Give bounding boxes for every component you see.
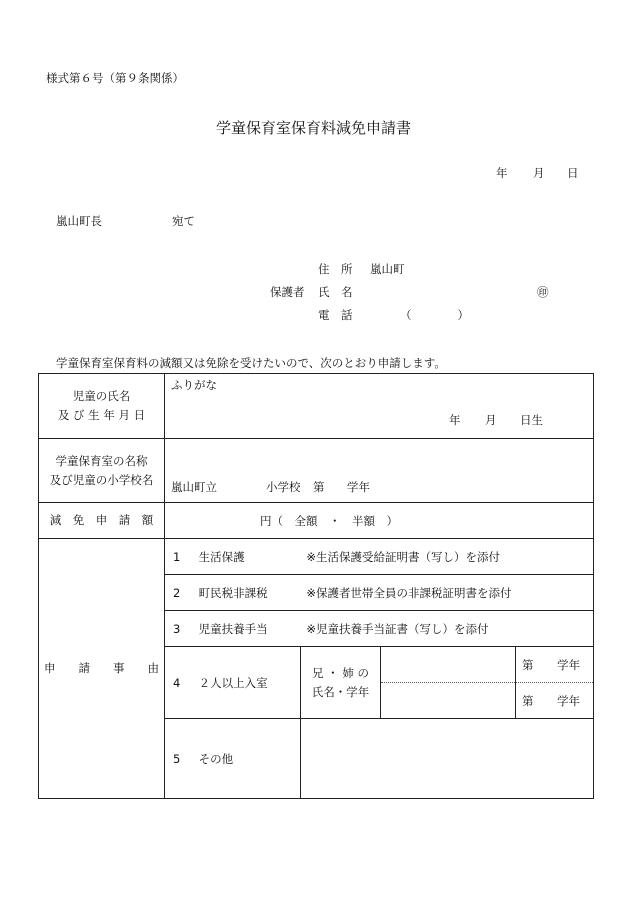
amount-cell[interactable] — [165, 503, 594, 539]
sibling-label — [301, 647, 381, 719]
reason-4-name: ２人以上入室 — [198, 675, 268, 690]
page-title: 学童保育室保育料減免申請書 — [216, 119, 412, 137]
sibling-label-line1: 兄 ・ 姉 の — [312, 665, 369, 680]
guardian-label: 保護者 — [270, 285, 305, 299]
reason-1-name: 生活保護 — [198, 549, 245, 564]
child-row — [39, 374, 594, 439]
sibling-grade-2-prefix: 第 — [522, 693, 534, 708]
phone-paren: （ ） — [400, 308, 469, 322]
reason-label: 申 請 事 由 — [39, 539, 165, 799]
intro-text: 学童保育室保育料の減額又は免除を受けたいので、次のとおり申請します。 — [56, 356, 446, 370]
reason-2-name: 町民税非課税 — [198, 585, 268, 600]
seal-mark: ㊞ — [537, 285, 549, 299]
child-label-line1: 児童の氏名 — [72, 389, 131, 403]
furigana-label: ふりがな — [171, 378, 217, 392]
reason-5-detail[interactable] — [301, 719, 594, 799]
sibling-grade-1[interactable] — [516, 647, 594, 683]
reason-5-cell[interactable] — [165, 719, 301, 799]
addressee-name: 嵐山町長 — [56, 214, 102, 228]
address-label: 住 所 — [318, 262, 353, 276]
reason-1-cell[interactable] — [165, 539, 594, 575]
date-day: 日 — [567, 166, 579, 180]
reason-5-name: その他 — [198, 751, 234, 766]
birth-day: 日生 — [520, 413, 543, 427]
address-value: 嵐山町 — [370, 262, 405, 276]
room-label-line1: 学童保育室の名称 — [55, 453, 148, 468]
child-name-cell[interactable] — [165, 374, 594, 439]
reason-2-note: ※保護者世帯全員の非課税証明書を添付 — [306, 585, 512, 600]
reason-1-num: 1 — [173, 549, 181, 564]
room-label-line2: 及び児童の小学校名 — [49, 472, 154, 487]
phone-label: 電 話 — [318, 308, 353, 322]
addressee-suffix: 宛て — [172, 214, 195, 228]
reason-2-num: 2 — [173, 585, 181, 600]
sibling-grade-2-suffix: 学年 — [557, 693, 581, 708]
birth-year: 年 — [449, 413, 461, 427]
reason-4-cell[interactable] — [165, 647, 301, 719]
sibling-grade-1-prefix: 第 — [522, 657, 534, 672]
sibling-name-1[interactable] — [381, 647, 516, 683]
reason-1-note: ※生活保護受給証明書（写し）を添付 — [306, 549, 500, 564]
sibling-name-2[interactable] — [381, 683, 516, 719]
room-cell[interactable] — [165, 439, 594, 503]
form-number: 様式第６号（第９条関係） — [46, 71, 184, 85]
date-year: 年 — [496, 166, 508, 180]
reason-4-num: 4 — [173, 675, 181, 690]
room-row — [39, 439, 594, 503]
reason-3-name: 児童扶養手当 — [198, 621, 268, 636]
school-suffix: 小学校 — [266, 480, 301, 494]
amount-label: 減 免 申 請 額 — [39, 503, 165, 539]
reason-row-1 — [39, 539, 594, 575]
room-label — [39, 439, 165, 503]
town-prefix: 嵐山町立 — [171, 480, 217, 494]
child-label — [39, 374, 165, 439]
reason-5-num: 5 — [173, 751, 181, 766]
grade-prefix: 第 — [313, 480, 325, 494]
reason-3-note: ※児童扶養手当証書（写し）を添付 — [306, 621, 489, 636]
reason-3-cell[interactable] — [165, 611, 594, 647]
reason-2-cell[interactable] — [165, 575, 594, 611]
grade-suffix: 学年 — [347, 480, 370, 494]
amount-row — [39, 503, 594, 539]
child-label-line2: 及 び 生 年 月 日 — [57, 408, 146, 422]
sibling-grade-1-suffix: 学年 — [557, 657, 581, 672]
application-table — [38, 373, 594, 799]
sibling-grade-2[interactable] — [516, 683, 594, 719]
reason-3-num: 3 — [173, 621, 181, 636]
birth-month: 月 — [485, 413, 497, 427]
sibling-label-line2: 氏名・学年 — [311, 684, 370, 699]
amount-text: 円（ 全額 ・ 半額 ） — [260, 513, 398, 528]
name-label: 氏 名 — [318, 285, 353, 299]
date-month: 月 — [533, 166, 545, 180]
